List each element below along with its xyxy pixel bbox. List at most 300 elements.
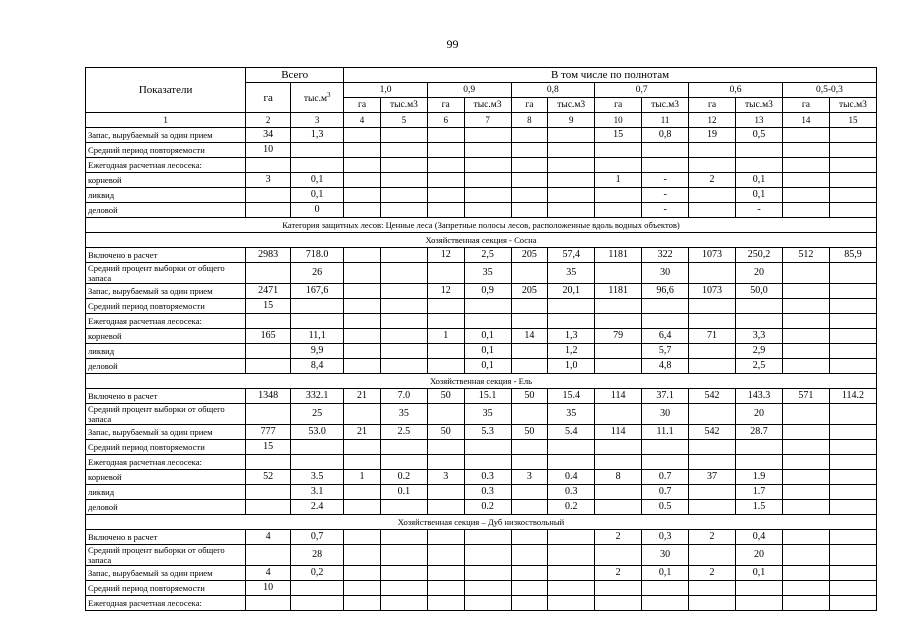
row-label: деловой — [86, 500, 246, 515]
table-cell: 4 — [246, 566, 291, 581]
table-cell — [344, 440, 381, 455]
table-cell — [595, 500, 642, 515]
table-cell: 0,1 — [736, 188, 783, 203]
table-row — [86, 545, 877, 566]
table-row — [86, 596, 877, 611]
table-cell: 35 — [380, 404, 427, 425]
table-cell: - — [736, 203, 783, 218]
table-cell: 0,9 — [464, 284, 511, 299]
table-cell — [427, 128, 464, 143]
table-cell — [548, 581, 595, 596]
table-cell — [782, 404, 829, 425]
table-cell — [548, 143, 595, 158]
table-cell — [782, 500, 829, 515]
table-cell: 6,4 — [642, 329, 689, 344]
table-cell: 1 — [427, 329, 464, 344]
ha-unit-header: га — [782, 98, 829, 113]
table-cell — [427, 485, 464, 500]
section-row — [86, 218, 877, 233]
table-cell: 143.3 — [736, 389, 783, 404]
table-cell: 11,1 — [291, 329, 344, 344]
table-cell: 0,1 — [291, 188, 344, 203]
table-cell — [689, 203, 736, 218]
table-cell: 50 — [427, 425, 464, 440]
ha-unit-header: га — [689, 98, 736, 113]
table-cell — [344, 344, 381, 359]
table-cell: 1.5 — [736, 500, 783, 515]
table-cell: 0.4 — [548, 470, 595, 485]
row-label: Включено в расчет — [86, 248, 246, 263]
table-cell — [782, 314, 829, 329]
table-cell — [380, 173, 427, 188]
table-cell — [344, 158, 381, 173]
table-row — [86, 248, 877, 263]
table-cell: 14 — [511, 329, 548, 344]
table-cell — [595, 440, 642, 455]
table-cell: 1.9 — [736, 470, 783, 485]
table-cell: 0.1 — [380, 485, 427, 500]
table-cell — [380, 143, 427, 158]
table-cell: 35 — [464, 263, 511, 284]
column-number: 2 — [246, 113, 291, 128]
table-cell: 8 — [595, 470, 642, 485]
table-cell: 1,2 — [548, 344, 595, 359]
table-cell: 28.7 — [736, 425, 783, 440]
table-cell: 4 — [246, 530, 291, 545]
column-number: 9 — [548, 113, 595, 128]
table-cell — [380, 203, 427, 218]
table-cell — [380, 284, 427, 299]
table-row — [86, 581, 877, 596]
row-label: Ежегодная расчетная лесосека: — [86, 158, 246, 173]
table-cell — [548, 203, 595, 218]
row-label: Средний период повторяемости — [86, 299, 246, 314]
table-cell — [511, 404, 548, 425]
table-cell: 5.3 — [464, 425, 511, 440]
table-row — [86, 440, 877, 455]
table-cell: 21 — [344, 425, 381, 440]
table-cell — [689, 596, 736, 611]
table-cell — [782, 299, 829, 314]
table-cell — [291, 440, 344, 455]
density-header: 0,5-0,3 — [782, 83, 876, 98]
table-cell: 0,1 — [464, 329, 511, 344]
table-cell — [829, 425, 876, 440]
table-cell: 8,4 — [291, 359, 344, 374]
column-number: 1 — [86, 113, 246, 128]
column-number: 13 — [736, 113, 783, 128]
table-cell — [595, 485, 642, 500]
table-cell: 114 — [595, 389, 642, 404]
table-cell — [829, 344, 876, 359]
table-cell — [427, 596, 464, 611]
table-cell — [344, 581, 381, 596]
table-cell: 718.0 — [291, 248, 344, 263]
table-cell — [380, 545, 427, 566]
table-cell: 35 — [464, 404, 511, 425]
table-cell — [511, 485, 548, 500]
table-cell — [829, 485, 876, 500]
table-row — [86, 143, 877, 158]
density-header: 0,9 — [427, 83, 511, 98]
table-cell — [782, 596, 829, 611]
table-cell — [427, 500, 464, 515]
table-cell — [689, 500, 736, 515]
table-cell — [782, 143, 829, 158]
row-label: ликвид — [86, 485, 246, 500]
table-cell — [829, 299, 876, 314]
table-cell — [427, 344, 464, 359]
indicators-header: Показатели — [86, 68, 246, 113]
column-number: 7 — [464, 113, 511, 128]
table-cell — [829, 203, 876, 218]
row-label: корневой — [86, 470, 246, 485]
table-cell — [511, 314, 548, 329]
density-header: 1,0 — [344, 83, 428, 98]
table-cell — [829, 470, 876, 485]
table-cell: 0,2 — [291, 566, 344, 581]
table-cell — [829, 128, 876, 143]
ha-unit-header: га — [511, 98, 548, 113]
table-cell: 2471 — [246, 284, 291, 299]
table-cell: 2 — [689, 173, 736, 188]
table-cell — [344, 173, 381, 188]
volume-unit-header: тыс.м3 — [464, 98, 511, 113]
row-label: Запас, вырубаемый за один прием — [86, 425, 246, 440]
table-cell — [782, 545, 829, 566]
table-cell: 20 — [736, 404, 783, 425]
table-cell — [344, 143, 381, 158]
table-cell — [380, 263, 427, 284]
table-cell: 10 — [246, 143, 291, 158]
table-cell — [782, 344, 829, 359]
table-cell: 10 — [246, 581, 291, 596]
table-cell — [246, 344, 291, 359]
table-cell: 35 — [548, 404, 595, 425]
table-cell: 205 — [511, 284, 548, 299]
table-cell — [380, 158, 427, 173]
table-cell: 2 — [595, 530, 642, 545]
table-cell — [427, 299, 464, 314]
table-cell: - — [642, 173, 689, 188]
table-cell — [511, 455, 548, 470]
table-cell — [380, 359, 427, 374]
table-cell: 0,1 — [464, 344, 511, 359]
column-number: 3 — [291, 113, 344, 128]
table-cell — [344, 299, 381, 314]
column-number: 8 — [511, 113, 548, 128]
table-cell — [689, 404, 736, 425]
column-number: 4 — [344, 113, 381, 128]
table-cell — [782, 284, 829, 299]
table-cell — [246, 314, 291, 329]
table-cell: 2 — [595, 566, 642, 581]
table-cell — [689, 359, 736, 374]
table-cell — [464, 128, 511, 143]
table-cell — [344, 248, 381, 263]
table-cell: 37.1 — [642, 389, 689, 404]
table-cell: 0,1 — [736, 566, 783, 581]
table-cell: 2983 — [246, 248, 291, 263]
table-row — [86, 299, 877, 314]
table-cell — [595, 263, 642, 284]
table-cell: 15 — [246, 440, 291, 455]
table-cell: 1073 — [689, 248, 736, 263]
table-cell: 12 — [427, 248, 464, 263]
table-cell — [464, 314, 511, 329]
row-label: Средний процент выборки от общего запаса — [86, 545, 246, 566]
page-number: 99 — [446, 37, 459, 51]
table-cell — [380, 500, 427, 515]
column-number: 11 — [642, 113, 689, 128]
table-cell: 0.2 — [548, 500, 595, 515]
table-cell — [829, 173, 876, 188]
table-cell — [291, 455, 344, 470]
column-number: 15 — [829, 113, 876, 128]
table-cell — [595, 581, 642, 596]
row-label: Средний период повторяемости — [86, 143, 246, 158]
table-cell — [427, 440, 464, 455]
table-cell — [427, 143, 464, 158]
table-cell — [689, 158, 736, 173]
volume-unit-text: тыс.м — [303, 94, 327, 105]
table-cell: 35 — [548, 263, 595, 284]
table-cell — [511, 128, 548, 143]
table-cell — [427, 566, 464, 581]
table-cell — [380, 596, 427, 611]
table-cell: - — [642, 203, 689, 218]
table-cell — [736, 158, 783, 173]
table-cell: 15 — [595, 128, 642, 143]
table-cell: 50,0 — [736, 284, 783, 299]
forest-stock-table — [85, 67, 877, 611]
table-cell — [344, 359, 381, 374]
table-cell: 4,8 — [642, 359, 689, 374]
row-label: ликвид — [86, 188, 246, 203]
row-label: Средний период повторяемости — [86, 440, 246, 455]
table-cell — [511, 263, 548, 284]
table-cell: 571 — [782, 389, 829, 404]
column-number-row — [86, 113, 877, 128]
table-row — [86, 530, 877, 545]
table-cell — [642, 581, 689, 596]
table-row — [86, 425, 877, 440]
table-cell — [380, 329, 427, 344]
table-cell — [291, 314, 344, 329]
table-cell — [829, 188, 876, 203]
table-row — [86, 455, 877, 470]
table-cell — [380, 314, 427, 329]
table-cell — [464, 455, 511, 470]
table-cell: 0.2 — [464, 500, 511, 515]
table-cell: 114 — [595, 425, 642, 440]
table-cell — [595, 404, 642, 425]
ha-unit-header: га — [427, 98, 464, 113]
table-cell — [380, 344, 427, 359]
table-cell: 0,7 — [291, 530, 344, 545]
table-cell: 50 — [511, 389, 548, 404]
table-cell — [782, 359, 829, 374]
volume-unit-header: тыс.м3 — [829, 98, 876, 113]
table-row — [86, 263, 877, 284]
table-cell: 0,1 — [736, 173, 783, 188]
table-cell — [464, 158, 511, 173]
table-cell — [829, 440, 876, 455]
table-cell — [829, 596, 876, 611]
table-row — [86, 485, 877, 500]
row-label: Включено в расчет — [86, 530, 246, 545]
row-label: корневой — [86, 173, 246, 188]
table-cell: 1,3 — [291, 128, 344, 143]
row-label: Ежегодная расчетная лесосека: — [86, 596, 246, 611]
table-cell: 1 — [344, 470, 381, 485]
table-cell — [246, 500, 291, 515]
table-cell: 53.0 — [291, 425, 344, 440]
table-cell — [548, 128, 595, 143]
table-row — [86, 500, 877, 515]
table-cell — [511, 545, 548, 566]
table-cell — [736, 455, 783, 470]
table-cell — [829, 530, 876, 545]
ha-unit-header: га — [344, 98, 381, 113]
table-row — [86, 389, 877, 404]
row-label: деловой — [86, 203, 246, 218]
table-cell: 0,4 — [736, 530, 783, 545]
table-cell — [464, 545, 511, 566]
table-cell: 0,3 — [642, 530, 689, 545]
table-cell: 19 — [689, 128, 736, 143]
section-title: Хозяйственная секция - Сосна — [86, 233, 877, 248]
column-number: 5 — [380, 113, 427, 128]
by-density-header: В том числе по полнотам — [344, 68, 877, 83]
row-label: Ежегодная расчетная лесосека: — [86, 455, 246, 470]
table-cell: 52 — [246, 470, 291, 485]
table-cell — [246, 263, 291, 284]
table-cell — [782, 485, 829, 500]
table-cell — [344, 263, 381, 284]
table-row — [86, 566, 877, 581]
table-cell — [464, 188, 511, 203]
table-cell — [246, 188, 291, 203]
table-cell — [246, 158, 291, 173]
table-cell — [427, 545, 464, 566]
table-row — [86, 404, 877, 425]
table-cell — [427, 455, 464, 470]
table-cell — [344, 188, 381, 203]
table-cell: 30 — [642, 404, 689, 425]
table-cell: 15 — [246, 299, 291, 314]
table-cell — [511, 203, 548, 218]
table-cell — [689, 581, 736, 596]
table-cell: 1,0 — [548, 359, 595, 374]
table-cell — [782, 158, 829, 173]
table-cell — [246, 545, 291, 566]
table-cell — [511, 581, 548, 596]
volume-unit-header: тыс.м3 — [380, 98, 427, 113]
table-cell — [246, 203, 291, 218]
table-cell — [736, 440, 783, 455]
table-cell: 777 — [246, 425, 291, 440]
table-cell — [427, 263, 464, 284]
table-cell — [642, 455, 689, 470]
table-cell: 1073 — [689, 284, 736, 299]
table-cell — [829, 500, 876, 515]
table-cell: 20 — [736, 263, 783, 284]
table-cell — [511, 173, 548, 188]
table-cell — [511, 299, 548, 314]
table-cell — [689, 485, 736, 500]
table-cell: 3 — [427, 470, 464, 485]
table-cell: 7.0 — [380, 389, 427, 404]
table-body — [86, 128, 877, 611]
table-cell — [829, 545, 876, 566]
table-cell — [689, 344, 736, 359]
table-cell — [782, 263, 829, 284]
table-cell: 250,2 — [736, 248, 783, 263]
row-label: Запас, вырубаемый за один прием — [86, 566, 246, 581]
table-cell — [291, 299, 344, 314]
volume-unit-header: тыс.м3 — [642, 98, 689, 113]
column-number: 6 — [427, 113, 464, 128]
table-cell — [829, 581, 876, 596]
table-cell: 2.4 — [291, 500, 344, 515]
table-cell — [736, 143, 783, 158]
table-cell: 85,9 — [829, 248, 876, 263]
table-cell: 0,1 — [642, 566, 689, 581]
table-cell — [344, 485, 381, 500]
table-cell — [344, 314, 381, 329]
table-cell — [344, 596, 381, 611]
table-cell — [464, 203, 511, 218]
table-cell — [782, 470, 829, 485]
table-cell: 2 — [689, 530, 736, 545]
table-cell: 20,1 — [548, 284, 595, 299]
table-cell — [427, 359, 464, 374]
table-cell: 1,3 — [548, 329, 595, 344]
section-title: Хозяйственная секция – Дуб низкоствольный — [86, 515, 877, 530]
table-cell — [642, 596, 689, 611]
table-cell: 1 — [595, 173, 642, 188]
table-cell: 0.2 — [380, 470, 427, 485]
table-cell: 205 — [511, 248, 548, 263]
table-row — [86, 173, 877, 188]
table-cell — [511, 440, 548, 455]
total-volume-header — [291, 83, 344, 113]
table-cell — [464, 299, 511, 314]
table-row — [86, 284, 877, 299]
section-row — [86, 374, 877, 389]
table-cell: 26 — [291, 263, 344, 284]
table-cell: 332.1 — [291, 389, 344, 404]
table-cell — [595, 314, 642, 329]
table-cell — [736, 581, 783, 596]
table-cell: 5,7 — [642, 344, 689, 359]
table-cell — [511, 530, 548, 545]
table-cell — [427, 581, 464, 596]
table-cell — [427, 173, 464, 188]
table-cell — [427, 188, 464, 203]
total-ha-header: га — [246, 83, 291, 113]
table-cell — [689, 545, 736, 566]
table-cell: 1181 — [595, 248, 642, 263]
table-cell: 11.1 — [642, 425, 689, 440]
table-cell: 0,5 — [736, 128, 783, 143]
table-cell — [380, 248, 427, 263]
table-cell: 0.3 — [548, 485, 595, 500]
table-cell — [344, 566, 381, 581]
table-cell — [782, 440, 829, 455]
table-cell: 3 — [511, 470, 548, 485]
